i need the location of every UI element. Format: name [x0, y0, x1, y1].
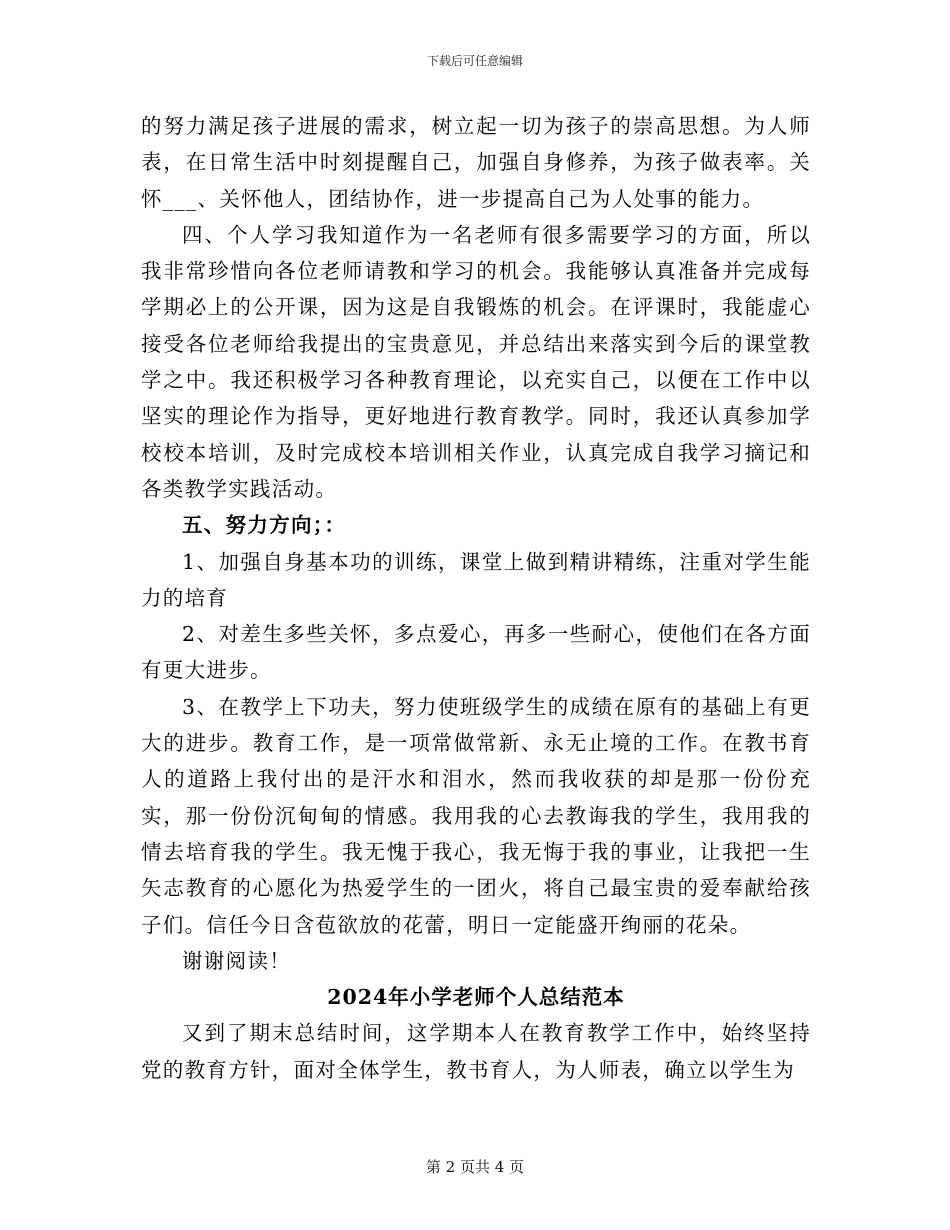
document-title: 2024年小学老师个人总结范本: [327, 985, 625, 1010]
paragraph-continuation: 的努力满足孩子进展的需求，树立起一切为孩子的崇高思想。为人师表，在日常生活中时刻提醒自己，加强自身修养，为孩子做表率。关怀___、关怀他人，团结协作，进一步提高自己为人处事的能力。: [141, 114, 811, 211]
paragraph-intro: 又到了期末总结时间，这学期本人在教育教学工作中，始终坚持党的教育方针，面对全体学生，教书育人，为人师表，确立以学生为: [141, 1021, 811, 1082]
document-body: [141, 108, 811, 1088]
thanks-line: 谢谢阅读！: [182, 948, 291, 973]
paragraph-personal-study: 四、个人学习我知道作为一名老师有很多需要学习的方面，所以我非常珍惜向各位老师请教和学习的机会。我能够认真准备并完成每学期必上的公开课，因为这是自我锻炼的机会。在评课时，我能虚心接受各位老师给我提出的宝贵意见，并总结出来落实到今后的课堂教学之中。我还积极学习各种教育理论，以充实自己，以便在工作中以坚实的理论作为指导，更好地进行教育教学。同时，我还认真参加学校校本培训，及时完成校本培训相关作业，认真完成自我学习摘记和各类教学实践活动。: [141, 222, 811, 501]
list-item-1: 1、加强自身基本功的训练，课堂上做到精讲精练，注重对学生能力的培育: [141, 549, 811, 610]
page-header: 下载后可任意编辑: [426, 54, 523, 68]
list-item-2: 2、对差生多些关怀，多点爱心，再多一些耐心，使他们在各方面有更大进步。: [141, 622, 811, 683]
section-heading-direction: 五、努力方向；：: [182, 513, 347, 538]
page-footer: 第 2 页共 4 页: [425, 1158, 525, 1176]
list-item-3: 3、在教学上下功夫，努力使班级学生的成绩在原有的基础上有更大的进步。教育工作，是一项常做常新、永无止境的工作。在教书育人的道路上我付出的是汗水和泪水，然而我收获的却是那一份份充实，那一份份沉甸甸的情感。我用我的心去教诲我的学生，我用我的情去培育我的学生。我无愧于我心，我无悔于我的事业，让我把一生矢志教育的心愿化为热爱学生的一团火，将自己最宝贵的爱奉献给孩子们。信任今日含苞欲放的花蕾，明日一定能盛开绚丽的花朵。: [141, 694, 811, 937]
